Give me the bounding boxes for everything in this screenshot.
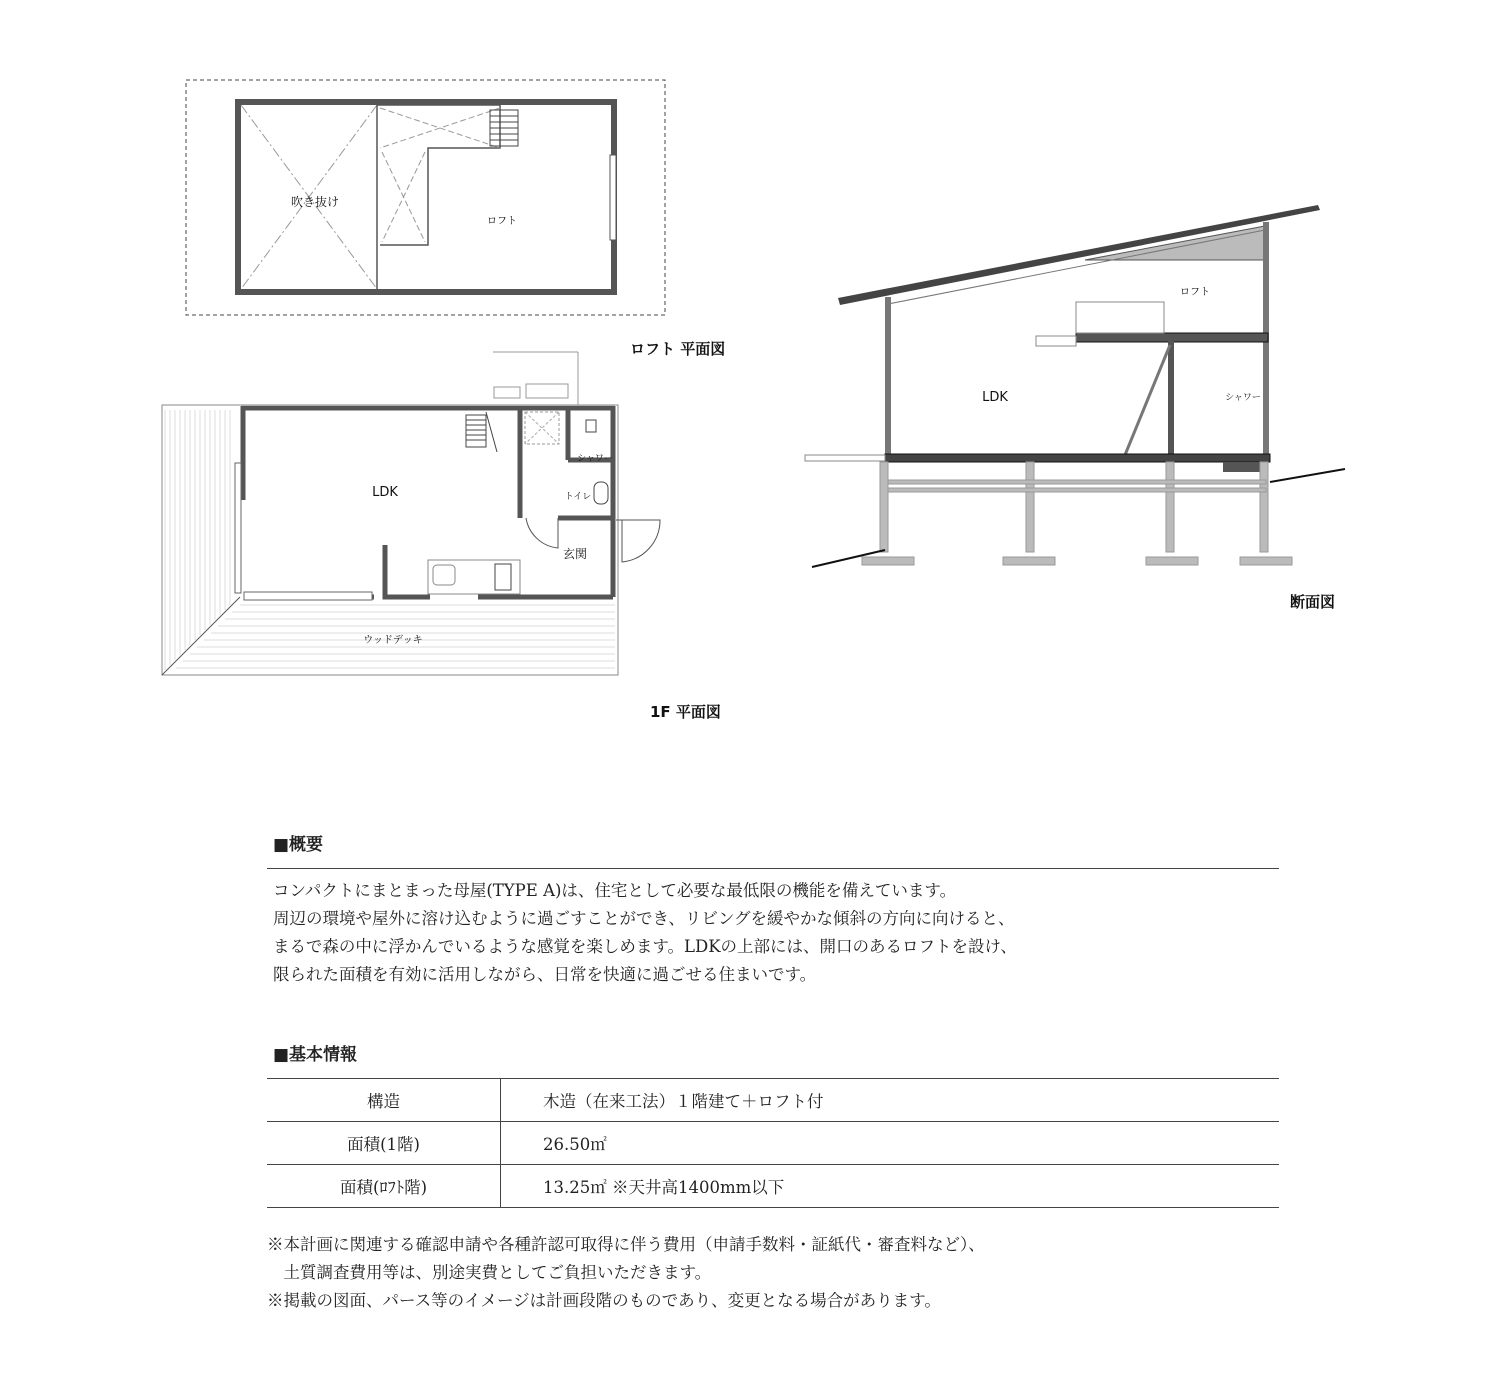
outdoor-unit [494, 387, 520, 398]
table-row [267, 1079, 1279, 1122]
row-label: 面積(ﾛﾌﾄ階) [267, 1165, 501, 1208]
roof-outline [186, 80, 665, 315]
first-floor-plan [162, 352, 721, 721]
foundation [862, 462, 1292, 565]
row-value: 13.25㎡ ※天井高1400mm以下 [501, 1165, 1280, 1208]
divider [267, 868, 1279, 869]
row-value: 26.50㎡ [501, 1122, 1280, 1165]
section-title: 断面図 [1290, 593, 1336, 611]
entrance-door [616, 520, 660, 562]
partition [1168, 340, 1174, 458]
overview-line: コンパクトにまとまった母屋(TYPE A)は、住宅として必要な最低限の機能を備えています。 [273, 881, 957, 900]
section-label-loft: ロフト [1180, 287, 1210, 298]
overview-line: まるで森の中に浮かんでいるような感覚を楽しめます。LDKの上部には、開口のあるロフトを設け、 [273, 937, 1017, 956]
floor [885, 454, 1270, 462]
deck-section [805, 455, 885, 461]
room-label-toilet: トイレ [564, 492, 592, 502]
row-value: 木造（在来工法）１階建て＋ロフト付 [501, 1079, 1280, 1122]
first-floor-plan-title: 1F 平面図 [650, 703, 721, 721]
notes [267, 1231, 985, 1315]
window-south [244, 592, 372, 600]
roof-void [1085, 226, 1265, 260]
note-line: ※掲載の図面、パース等のイメージは計画段階のものであり、変更となる場合があります。 [267, 1291, 941, 1310]
overview-heading: ■概要 [273, 835, 324, 855]
loft-stair [490, 110, 518, 146]
room-label-entrance: 玄関 [562, 547, 588, 561]
section-label-shower: シャワー [1225, 393, 1261, 403]
room-label-ldk: LDK [372, 485, 398, 500]
room-label-deck: ウッドデッキ [363, 635, 423, 646]
basic-info-heading: ■基本情報 [273, 1045, 358, 1065]
outdoor-unit [526, 384, 568, 398]
window-west [235, 463, 241, 593]
basic-info-table [267, 1078, 1279, 1208]
loft-window [610, 155, 616, 240]
section-label-ldk: LDK [982, 390, 1008, 405]
section-drawing [805, 205, 1345, 611]
wall-west [885, 297, 891, 457]
row-label: 面積(1階) [267, 1122, 501, 1165]
loft-railing [1076, 302, 1164, 333]
ground-line [1270, 469, 1345, 482]
room-label-loft: ロフト [487, 216, 517, 227]
table-row [267, 1122, 1279, 1165]
row-label: 構造 [267, 1079, 501, 1122]
overview-text [273, 877, 1017, 989]
room-label-shower: シャワー [577, 454, 613, 464]
note-line: 土質調査費用等は、別途実費としてご負担いただきます。 [267, 1263, 712, 1282]
loft-plan [186, 80, 725, 358]
ladder [1125, 345, 1170, 455]
overview-line: 周辺の環境や屋外に溶け込むように過ごすことができ、リビングを緩やかな傾斜の方向に向けると、 [273, 909, 1015, 928]
overview-line: 限られた面積を有効に活用しながら、日常を快適に過ごせる住まいです。 [273, 965, 817, 984]
note-line: ※本計画に関連する確認申請や各種許認可取得に伴う費用（申請手数料・証紙代・審査料など）、 [267, 1235, 985, 1254]
room-label-void: 吹き抜け [290, 195, 340, 209]
table-row [267, 1165, 1279, 1208]
loft-plan-title: ロフト 平面図 [630, 340, 726, 358]
